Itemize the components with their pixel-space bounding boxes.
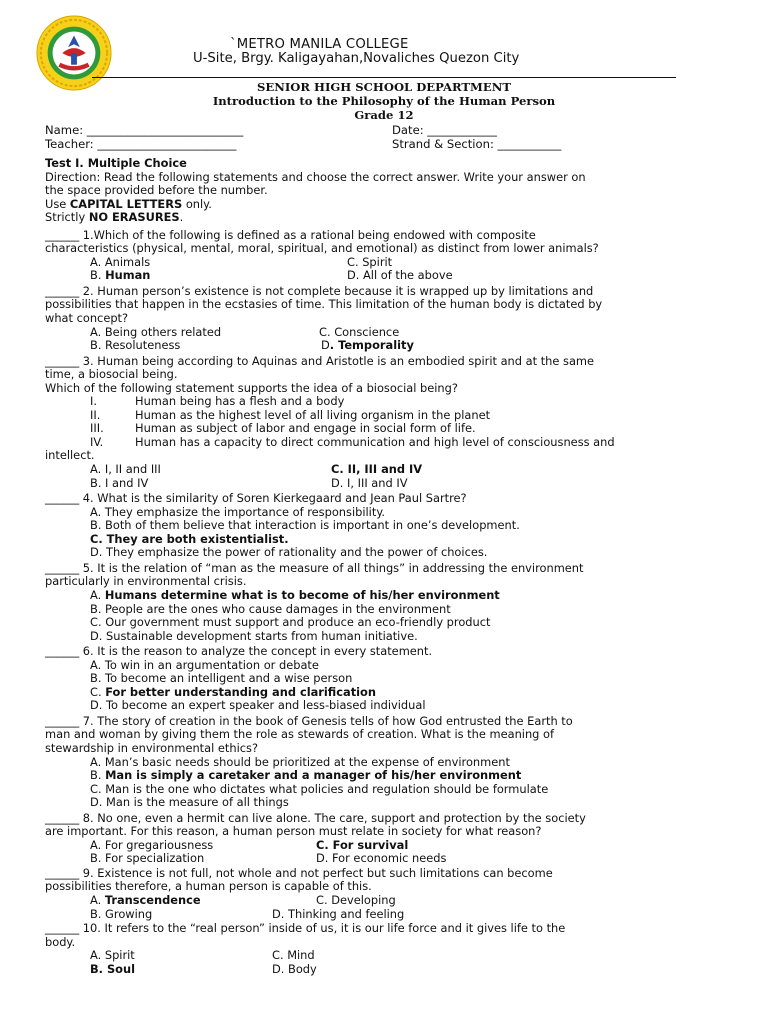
direction-line: Direction: Read the following statements and choose the correct answer. Write your answer on — [45, 169, 586, 184]
question-text: ______ 8. No one, even a hermit can live alone. The care, support and protection by the society — [45, 810, 586, 825]
teacher-field: Teacher: ________________________ — [45, 137, 237, 151]
choice-d: D. Temporality — [321, 338, 414, 353]
question-9 — [45, 867, 735, 921]
question-text: ______ 3. Human being according to Aquinas and Aristotle is an embodied spirit and at the same — [45, 353, 595, 368]
question-text: body. — [45, 934, 76, 949]
choice-d: D. Sustainable development starts from human initiative. — [90, 628, 418, 643]
statement-i: I. Human being has a flesh and a body — [90, 394, 345, 409]
choice-a: A. I, II and III — [90, 462, 161, 477]
question-text: ______ 5. It is the relation of “man as the measure of all things” in addressing the environment — [45, 560, 584, 575]
choice-c: C. For better understanding and clarification — [90, 684, 376, 699]
choice-a: A. Being others related — [90, 324, 222, 339]
statement-iv: IV. Human has a capacity to direct communication and high level of consciousness and — [90, 434, 615, 449]
choice-b: B. To become an intelligent and a wise person — [90, 671, 353, 686]
subject-title: Introduction to the Philosophy of the Human Person — [212, 94, 556, 108]
question-6 — [45, 645, 735, 713]
question-text: ______ 4. What is the similarity of Soren Kierkegaard and Jean Paul Sartre? — [45, 491, 467, 506]
choice-d: D. I, III and IV — [331, 475, 408, 490]
question-10 — [45, 922, 735, 976]
school-name: `METRO MANILA COLLEGE — [230, 37, 409, 52]
instruction-erasures: Strictly NO ERASURES. — [45, 210, 184, 225]
choice-c: C. Our government must support and produce an eco-friendly product — [90, 615, 491, 630]
question-text: time, a biosocial being. — [45, 367, 178, 382]
choice-d: D. Body — [272, 961, 317, 976]
question-text: what concept? — [45, 311, 129, 326]
choice-b: B. Resoluteness — [90, 338, 181, 353]
choice-d: D. They emphasize the power of rationality and the power of choices. — [90, 545, 488, 560]
question-text: Which of the following statement supports the idea of a biosocial being? — [45, 380, 458, 395]
choice-b: B. Human — [90, 268, 151, 283]
choice-a: A. Animals — [90, 254, 151, 269]
choice-b: B. For specialization — [90, 851, 205, 866]
choice-b: B. Soul — [90, 961, 136, 976]
question-7 — [45, 715, 735, 810]
choice-d: D. Man is the measure of all things — [90, 795, 289, 810]
choice-b: B. I and IV — [90, 475, 149, 490]
question-text: possibilities therefore, a human person is capable of this. — [45, 879, 372, 894]
choice-a: A. Transcendence — [90, 892, 201, 907]
statement-iii: III. Human as subject of labor and engage in social form of life. — [90, 421, 476, 436]
question-5 — [45, 562, 735, 643]
grade-label: Grade 12 — [354, 108, 414, 122]
test-title: Test I. Multiple Choice — [45, 156, 187, 170]
question-text: man and woman by giving them the role as stewards of creation. What is the meaning of — [45, 727, 555, 742]
choice-d: D. Thinking and feeling — [272, 906, 405, 921]
choice-b: B. Both of them believe that interaction is important in one’s development. — [90, 518, 520, 533]
question-3 — [45, 355, 735, 490]
school-address: U-Site, Brgy. Kaligayahan,Novaliches Quezon City — [193, 51, 520, 66]
date-field: Date: ____________ — [392, 123, 497, 137]
department-title: SENIOR HIGH SCHOOL DEPARTMENT — [257, 80, 511, 94]
question-1 — [45, 229, 735, 283]
strand-field: Strand & Section: ___________ — [392, 137, 562, 151]
choice-a: A. They emphasize the importance of responsibility. — [90, 504, 386, 519]
question-8 — [45, 812, 735, 866]
direction-line: the space provided before the number. — [45, 183, 268, 198]
question-text: particularly in environmental crisis. — [45, 574, 247, 589]
choice-c: C. Developing — [316, 892, 396, 907]
question-text: stewardship in environmental ethics? — [45, 740, 259, 755]
choice-a: A. For gregariousness — [90, 837, 214, 852]
choice-a: A. Humans determine what is to become of his/her environment — [90, 587, 500, 602]
choice-b: B. People are the ones who cause damages in the environment — [90, 601, 451, 616]
question-text: possibilities that happen in the ecstasies of time. This limitation of the human body is dictated by — [45, 297, 603, 312]
choice-c: C. Spirit — [347, 254, 393, 269]
choice-b: B. Man is simply a caretaker and a manager of his/her environment — [90, 768, 522, 783]
question-text: ______ 2. Human person’s existence is not complete because it is wrapped up by limitations and — [45, 283, 594, 298]
question-text: ______ 10. It refers to the “real person” inside of us, it is our life force and it gives life to the — [45, 921, 566, 936]
name-field: Name: ___________________________ — [45, 123, 244, 137]
choice-d: D. To become an expert speaker and less-biased individual — [90, 698, 426, 713]
choice-c: C. They are both existentialist. — [90, 531, 289, 546]
choice-a: A. Spirit — [90, 948, 135, 963]
choice-b: B. Growing — [90, 906, 153, 921]
choice-d: D. All of the above — [347, 268, 453, 283]
choice-a: A. Man’s basic needs should be prioritized at the expense of environment — [90, 754, 510, 769]
statement-ii: II. Human as the highest level of all living organism in the planet — [90, 407, 491, 422]
question-text: ______ 1.Which of the following is defined as a rational being endowed with composite — [45, 227, 536, 242]
question-4 — [45, 492, 735, 560]
question-2 — [45, 285, 735, 353]
question-text: are important. For this reason, a human person must relate in society for what reason? — [45, 824, 542, 839]
choice-c: C. Mind — [272, 948, 315, 963]
choice-c: C. Man is the one who dictates what policies and regulation should be formulate — [90, 781, 549, 796]
choice-d: D. For economic needs — [316, 851, 447, 866]
instruction-capitals: Use CAPITAL LETTERS only. — [45, 196, 212, 211]
question-text: ______ 9. Existence is not full, not whole and not perfect but such limitations can become — [45, 865, 553, 880]
question-text: ______ 7. The story of creation in the book of Genesis tells of how God entrusted the Earth to — [45, 713, 573, 728]
test-content — [45, 157, 735, 976]
question-text: characteristics (physical, mental, moral, spiritual, and emotional) as distinct from lower animals? — [45, 241, 599, 256]
statement-iv-continued: intellect. — [45, 448, 95, 463]
question-text: ______ 6. It is the reason to analyze the concept in every statement. — [45, 644, 433, 659]
choice-a: A. To win in an argumentation or debate — [90, 657, 319, 672]
choice-c: C. II, III and IV — [331, 462, 423, 477]
choice-c: C. Conscience — [319, 324, 400, 339]
header-divider — [92, 77, 676, 78]
choice-c: C. For survival — [316, 837, 409, 852]
